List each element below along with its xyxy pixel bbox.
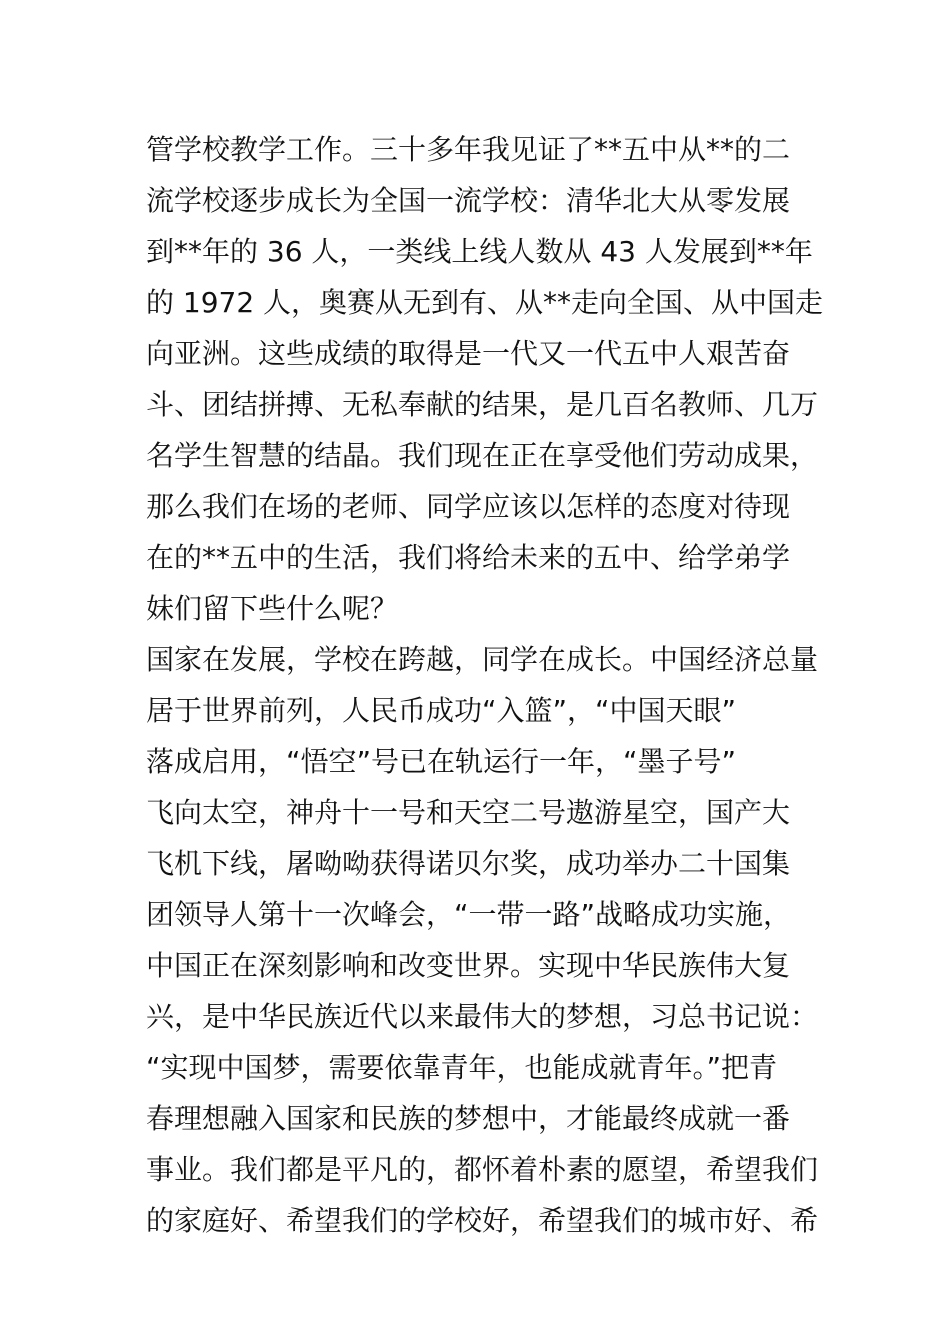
- text-line: 到**年的 36 人，一类线上线人数从 43 人发展到**年: [146, 235, 813, 268]
- text-line: 兴，是中华民族近代以来最伟大的梦想，习总书记说：: [146, 1000, 819, 1033]
- text-line: 向亚洲。这些成绩的取得是一代又一代五中人艰苦奋: [146, 337, 791, 370]
- text-line: 在的**五中的生活，我们将给未来的五中、给学弟学: [146, 541, 791, 574]
- text-line: 的 1972 人，奥赛从无到有、从**走向全国、从中国走: [146, 286, 824, 319]
- text-line: “实现中国梦，需要依靠青年，也能成就青年。”把青: [146, 1051, 778, 1084]
- text-line: 落成启用，“悟空”号已在轨运行一年，“墨子号”: [146, 745, 737, 778]
- text-line: 那么我们在场的老师、同学应该以怎样的态度对待现: [146, 490, 791, 523]
- text-line: 名学生智慧的结晶。我们现在正在享受他们劳动成果，: [146, 439, 819, 472]
- text-line: 的家庭好、希望我们的学校好，希望我们的城市好、希: [146, 1204, 819, 1237]
- text-line: 团领导人第十一次峰会，“一带一路”战略成功实施，: [146, 898, 792, 931]
- text-line: 管学校教学工作。三十多年我见证了**五中从**的二: [146, 133, 791, 166]
- text-line: 飞向太空，神舟十一号和天空二号遨游星空，国产大: [146, 796, 791, 829]
- text-line: 斗、团结拼搏、无私奉献的结果，是几百名教师、几万: [146, 388, 819, 421]
- text-line: 春理想融入国家和民族的梦想中，才能最终成就一番: [146, 1102, 791, 1135]
- text-line: 中国正在深刻影响和改变世界。实现中华民族伟大复: [146, 949, 791, 982]
- text-line: 妹们留下些什么呢？: [146, 592, 399, 625]
- text-line: 居于世界前列，人民币成功“入篮”，“中国天眼”: [146, 694, 737, 727]
- text-line: 事业。我们都是平凡的，都怀着朴素的愿望，希望我们: [146, 1153, 819, 1186]
- body-text: [146, 124, 826, 1246]
- text-line: 流学校逐步成长为全国一流学校：清华北大从零发展: [146, 184, 791, 217]
- text-line: 国家在发展，学校在跨越，同学在成长。中国经济总量: [146, 643, 819, 676]
- text-line: 飞机下线，屠呦呦获得诺贝尔奖，成功举办二十国集: [146, 847, 791, 880]
